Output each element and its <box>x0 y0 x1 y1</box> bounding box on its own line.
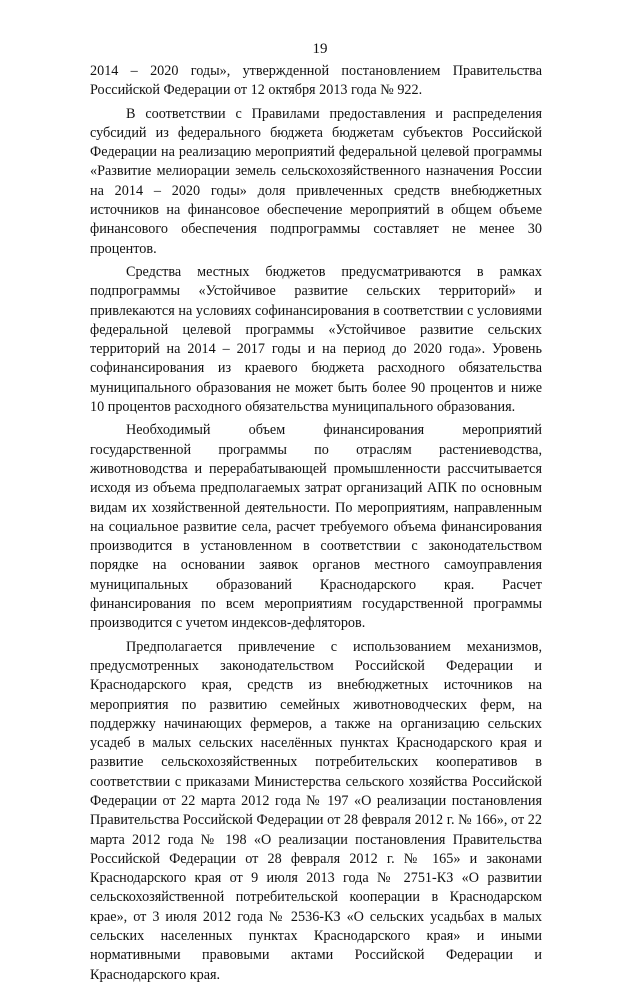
paragraph-continuation: 2014 – 2020 годы», утвержденной постановлением Правительства Российской Федерации от 12 октября 2013 года № 922. <box>90 63 542 99</box>
document-body <box>90 62 542 989</box>
paragraph-local-budgets: Средства местных бюджетов предусматриваются в рамках подпрограммы «Устойчивое развитие сельских территорий» и привлекаются на условиях софинансирования в соответствии с условиями федеральной целевой программы «Устойчивое развитие сельских территорий на 2014 – 2017 годы и на период до 2020 года». Уровень софинансирования из краевого бюджета расходного обязательства муниципального образования не может быть более 90 процентов и ниже 10 процентов расходного обязательства муниципального образования. <box>90 263 542 416</box>
paragraph-extrabudgetary-sources: Предполагается привлечение с использованием механизмов, предусмотренных законодательством Российской Федерации и Краснодарского края, средств из внебюджетных источников на мероприятия по развитию семейных животноводческих ферм, на поддержку начинающих фермеров, а также на организацию сельских усадеб в малых сельских населённых пунктах Краснодарского края и развитие сельскохозяйственных потребительских кооперативов в соответствии с приказами Министерства сельского хозяйства Российской Федерации от 22 марта 2012 года № 197 «О реализации постановления Правительства Российской Федерации от 28 февраля 2012 г. № 166», от 22 марта 2012 года № 198 «О реализации постановления Правительства Российской Федерации от 28 февраля 2012 г. № 165» и законами Краснодарского края от 9 июля 2013 года № 2751-КЗ «О развитии сельскохозяйственной потребительской кооперации в Краснодарском крае», от 3 июля 2012 года № 2536-КЗ «О сельских усадьбах в малых сельских населенных пунктах Краснодарского края» и иными нормативными правовыми актами Российской Федерации и Краснодарского края. <box>90 638 542 983</box>
page-number: 19 <box>312 41 328 57</box>
paragraph-funding-volume: Необходимый объем финансирования мероприятий государственной программы по отраслям растениеводства, животноводства и перерабатывающей промышленности рассчитывается исходя из объема предполагаемых затрат организаций АПК по основным видам их хозяйственной деятельности. По мероприятиям, направленным на социальное развитие села, расчет требуемого объема финансирования производится в установленном в соответствии с законодательством порядке на основании заявок органов местного самоуправления муниципальных образований Краснодарского края. Расчет финансирования по всем мероприятиям государственной программы производится с учетом индексов-дефляторов. <box>90 422 542 632</box>
paragraph-melioration-subsidies: В соответствии с Правилами предоставления и распределения субсидий из федерального бюджета бюджетам субъектов Российской Федерации на реализацию мероприятий федеральной целевой программы «Развитие мелиорации земель сельскохозяйственного назначения России на 2014 – 2020 годы» доля привлеченных средств внебюджетных источников на финансовое обеспечение мероприятий в общем объеме финансового обеспечения подпрограммы составляет не менее 30 процентов. <box>90 105 542 257</box>
